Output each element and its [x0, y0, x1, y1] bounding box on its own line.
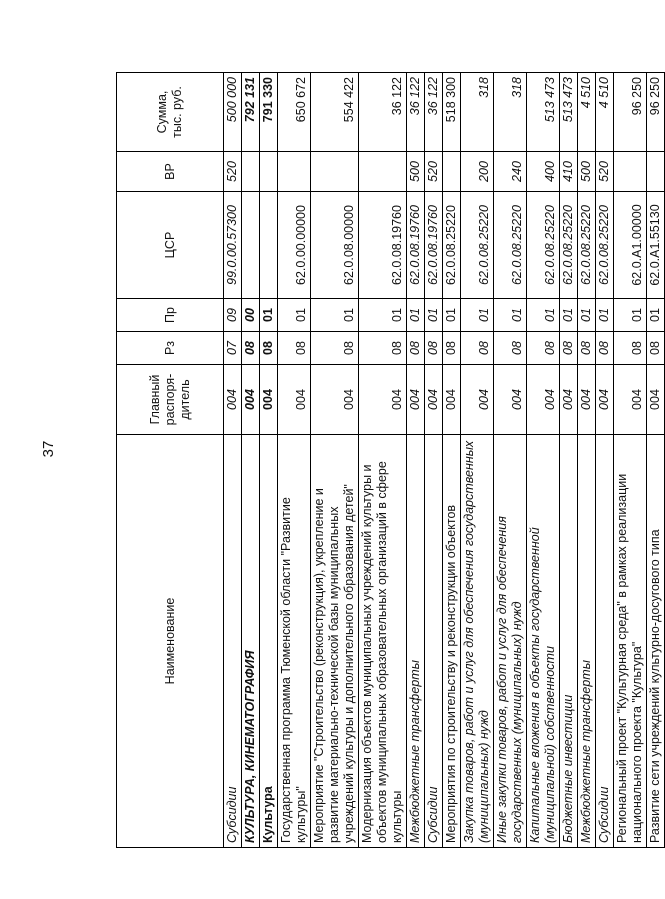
cell-rz: 08 [647, 332, 665, 365]
cell-csr: 62.0.08.25220 [527, 192, 560, 299]
table-row [560, 73, 578, 848]
table-body [224, 73, 665, 848]
cell-csr: 62.0.A1.55130 [647, 192, 665, 299]
cell-csr: 62.0.08.25220 [596, 192, 614, 299]
cell-name: Субсидии [596, 435, 614, 848]
cell-rz: 08 [443, 332, 461, 365]
header-name: Наименование [117, 435, 224, 848]
cell-name: Субсидии [224, 435, 242, 848]
cell-vr [359, 152, 407, 192]
cell-vr: 520 [224, 152, 242, 192]
cell-rz: 08 [461, 332, 494, 365]
cell-name: Мероприятие "Строительство (реконструкция), укрепление и развитие материально-технической базы муниципальных учреждений культуры и дополнительного образования детей" [311, 435, 359, 848]
cell-admin: 004 [461, 365, 494, 435]
table-row [614, 73, 647, 848]
cell-sum: 513 473 [560, 73, 578, 152]
cell-vr: 200 [461, 152, 494, 192]
cell-name: Развитие сети учреждений культурно-досугового типа [647, 435, 665, 848]
cell-pr: 01 [527, 299, 560, 332]
cell-admin: 004 [407, 365, 425, 435]
cell-sum: 36 122 [425, 73, 443, 152]
table-row [278, 73, 311, 848]
cell-rz: 08 [614, 332, 647, 365]
cell-admin: 004 [614, 365, 647, 435]
table-row [527, 73, 560, 848]
cell-sum: 791 330 [260, 73, 278, 152]
cell-csr [242, 192, 260, 299]
cell-rz: 08 [494, 332, 527, 365]
cell-name: Культура [260, 435, 278, 848]
cell-vr [260, 152, 278, 192]
cell-admin: 004 [224, 365, 242, 435]
cell-sum: 554 422 [311, 73, 359, 152]
cell-pr: 01 [278, 299, 311, 332]
cell-admin: 004 [278, 365, 311, 435]
cell-pr: 01 [614, 299, 647, 332]
cell-rz: 08 [425, 332, 443, 365]
cell-csr: 62.0.08.19760 [425, 192, 443, 299]
cell-vr: 410 [560, 152, 578, 192]
table-row [407, 73, 425, 848]
cell-admin: 004 [527, 365, 560, 435]
cell-name: Межбюджетные трансферты [407, 435, 425, 848]
cell-sum: 4 510 [578, 73, 596, 152]
table-row [425, 73, 443, 848]
cell-sum: 318 [494, 73, 527, 152]
table-row [260, 73, 278, 848]
cell-pr: 01 [359, 299, 407, 332]
cell-vr: 520 [425, 152, 443, 192]
cell-vr: 520 [596, 152, 614, 192]
cell-csr: 62.0.08.25220 [461, 192, 494, 299]
cell-csr [260, 192, 278, 299]
table-row [242, 73, 260, 848]
cell-sum: 4 510 [596, 73, 614, 152]
cell-pr: 01 [311, 299, 359, 332]
header-csr: ЦСР [117, 192, 224, 299]
cell-admin: 004 [596, 365, 614, 435]
cell-vr: 500 [578, 152, 596, 192]
cell-vr: 400 [527, 152, 560, 192]
cell-pr: 01 [425, 299, 443, 332]
cell-sum: 518 300 [443, 73, 461, 152]
cell-pr: 01 [647, 299, 665, 332]
cell-admin: 004 [311, 365, 359, 435]
cell-csr: 62.0.A1.00000 [614, 192, 647, 299]
cell-vr [242, 152, 260, 192]
cell-admin: 004 [578, 365, 596, 435]
cell-pr: 01 [443, 299, 461, 332]
cell-vr [647, 152, 665, 192]
cell-vr [311, 152, 359, 192]
table-row [311, 73, 359, 848]
cell-csr: 99.0.00.57300 [224, 192, 242, 299]
cell-rz: 08 [560, 332, 578, 365]
cell-vr: 500 [407, 152, 425, 192]
budget-table [116, 72, 665, 848]
cell-csr: 62.0.08.25220 [443, 192, 461, 299]
cell-name: КУЛЬТУРА, КИНЕМАТОГРАФИЯ [242, 435, 260, 848]
cell-pr: 01 [494, 299, 527, 332]
header-rz: Рз [117, 332, 224, 365]
cell-admin: 004 [359, 365, 407, 435]
cell-csr: 62.0.08.00000 [311, 192, 359, 299]
cell-name: Региональный проект "Культурная среда" в рамках реализации национального проекта "Культура" [614, 435, 647, 848]
rotated-table-page [116, 73, 662, 848]
table-row [647, 73, 665, 848]
cell-pr: 01 [578, 299, 596, 332]
header-pr: Пр [117, 299, 224, 332]
cell-name: Капитальные вложения в объекты государственной (муниципальной) собственности [527, 435, 560, 848]
cell-admin: 004 [647, 365, 665, 435]
cell-pr: 09 [224, 299, 242, 332]
table-row [578, 73, 596, 848]
cell-rz: 08 [278, 332, 311, 365]
cell-admin: 004 [494, 365, 527, 435]
cell-admin: 004 [560, 365, 578, 435]
cell-admin: 004 [425, 365, 443, 435]
cell-pr: 00 [242, 299, 260, 332]
table-row [461, 73, 494, 848]
cell-rz: 08 [407, 332, 425, 365]
cell-sum: 318 [461, 73, 494, 152]
cell-pr: 01 [560, 299, 578, 332]
cell-csr: 62.0.00.00000 [278, 192, 311, 299]
cell-sum: 500 000 [224, 73, 242, 152]
cell-pr: 01 [407, 299, 425, 332]
cell-rz: 08 [311, 332, 359, 365]
cell-name: Государственная программа Тюменской области "Развитие культуры" [278, 435, 311, 848]
cell-sum: 36 122 [359, 73, 407, 152]
cell-admin: 004 [260, 365, 278, 435]
cell-name: Межбюджетные трансферты [578, 435, 596, 848]
cell-name: Закупка товаров, работ и услуг для обеспечения государственных (муниципальных) нужд [461, 435, 494, 848]
cell-csr: 62.0.08.25220 [578, 192, 596, 299]
cell-rz: 08 [527, 332, 560, 365]
cell-vr [614, 152, 647, 192]
cell-sum: 96 250 [647, 73, 665, 152]
cell-rz: 08 [596, 332, 614, 365]
cell-name: Бюджетные инвестиции [560, 435, 578, 848]
header-sum: Сумма, тыс. руб. [117, 73, 224, 152]
table-row [359, 73, 407, 848]
header-admin: Главный распоря-дитель [117, 365, 224, 435]
cell-name: Иные закупки товаров, работ и услуг для обеспечения государственных (муниципальных) нужд [494, 435, 527, 848]
cell-admin: 004 [443, 365, 461, 435]
cell-csr: 62.0.08.19760 [359, 192, 407, 299]
cell-name: Мероприятия по строительству и реконструкции объектов [443, 435, 461, 848]
cell-rz: 08 [260, 332, 278, 365]
cell-rz: 07 [224, 332, 242, 365]
cell-name: Субсидии [425, 435, 443, 848]
cell-rz: 08 [578, 332, 596, 365]
table-row [443, 73, 461, 848]
cell-pr: 01 [461, 299, 494, 332]
table-row [224, 73, 242, 848]
cell-pr: 01 [596, 299, 614, 332]
page-number: 37 [39, 440, 57, 458]
table-row [494, 73, 527, 848]
header-vr: ВР [117, 152, 224, 192]
cell-sum: 36 122 [407, 73, 425, 152]
cell-rz: 08 [359, 332, 407, 365]
cell-vr [443, 152, 461, 192]
table-row [596, 73, 614, 848]
cell-pr: 01 [260, 299, 278, 332]
cell-csr: 62.0.08.25220 [494, 192, 527, 299]
cell-sum: 792 131 [242, 73, 260, 152]
cell-sum: 96 250 [614, 73, 647, 152]
cell-rz: 08 [242, 332, 260, 365]
cell-vr [278, 152, 311, 192]
table-header-row [117, 73, 224, 848]
cell-sum: 650 672 [278, 73, 311, 152]
cell-csr: 62.0.08.19760 [407, 192, 425, 299]
cell-vr: 240 [494, 152, 527, 192]
cell-name: Модернизация объектов муниципальных учреждений культуры и объектов муниципальных образовательных организаций в сфере культуры [359, 435, 407, 848]
cell-csr: 62.0.08.25220 [560, 192, 578, 299]
cell-admin: 004 [242, 365, 260, 435]
cell-sum: 513 473 [527, 73, 560, 152]
